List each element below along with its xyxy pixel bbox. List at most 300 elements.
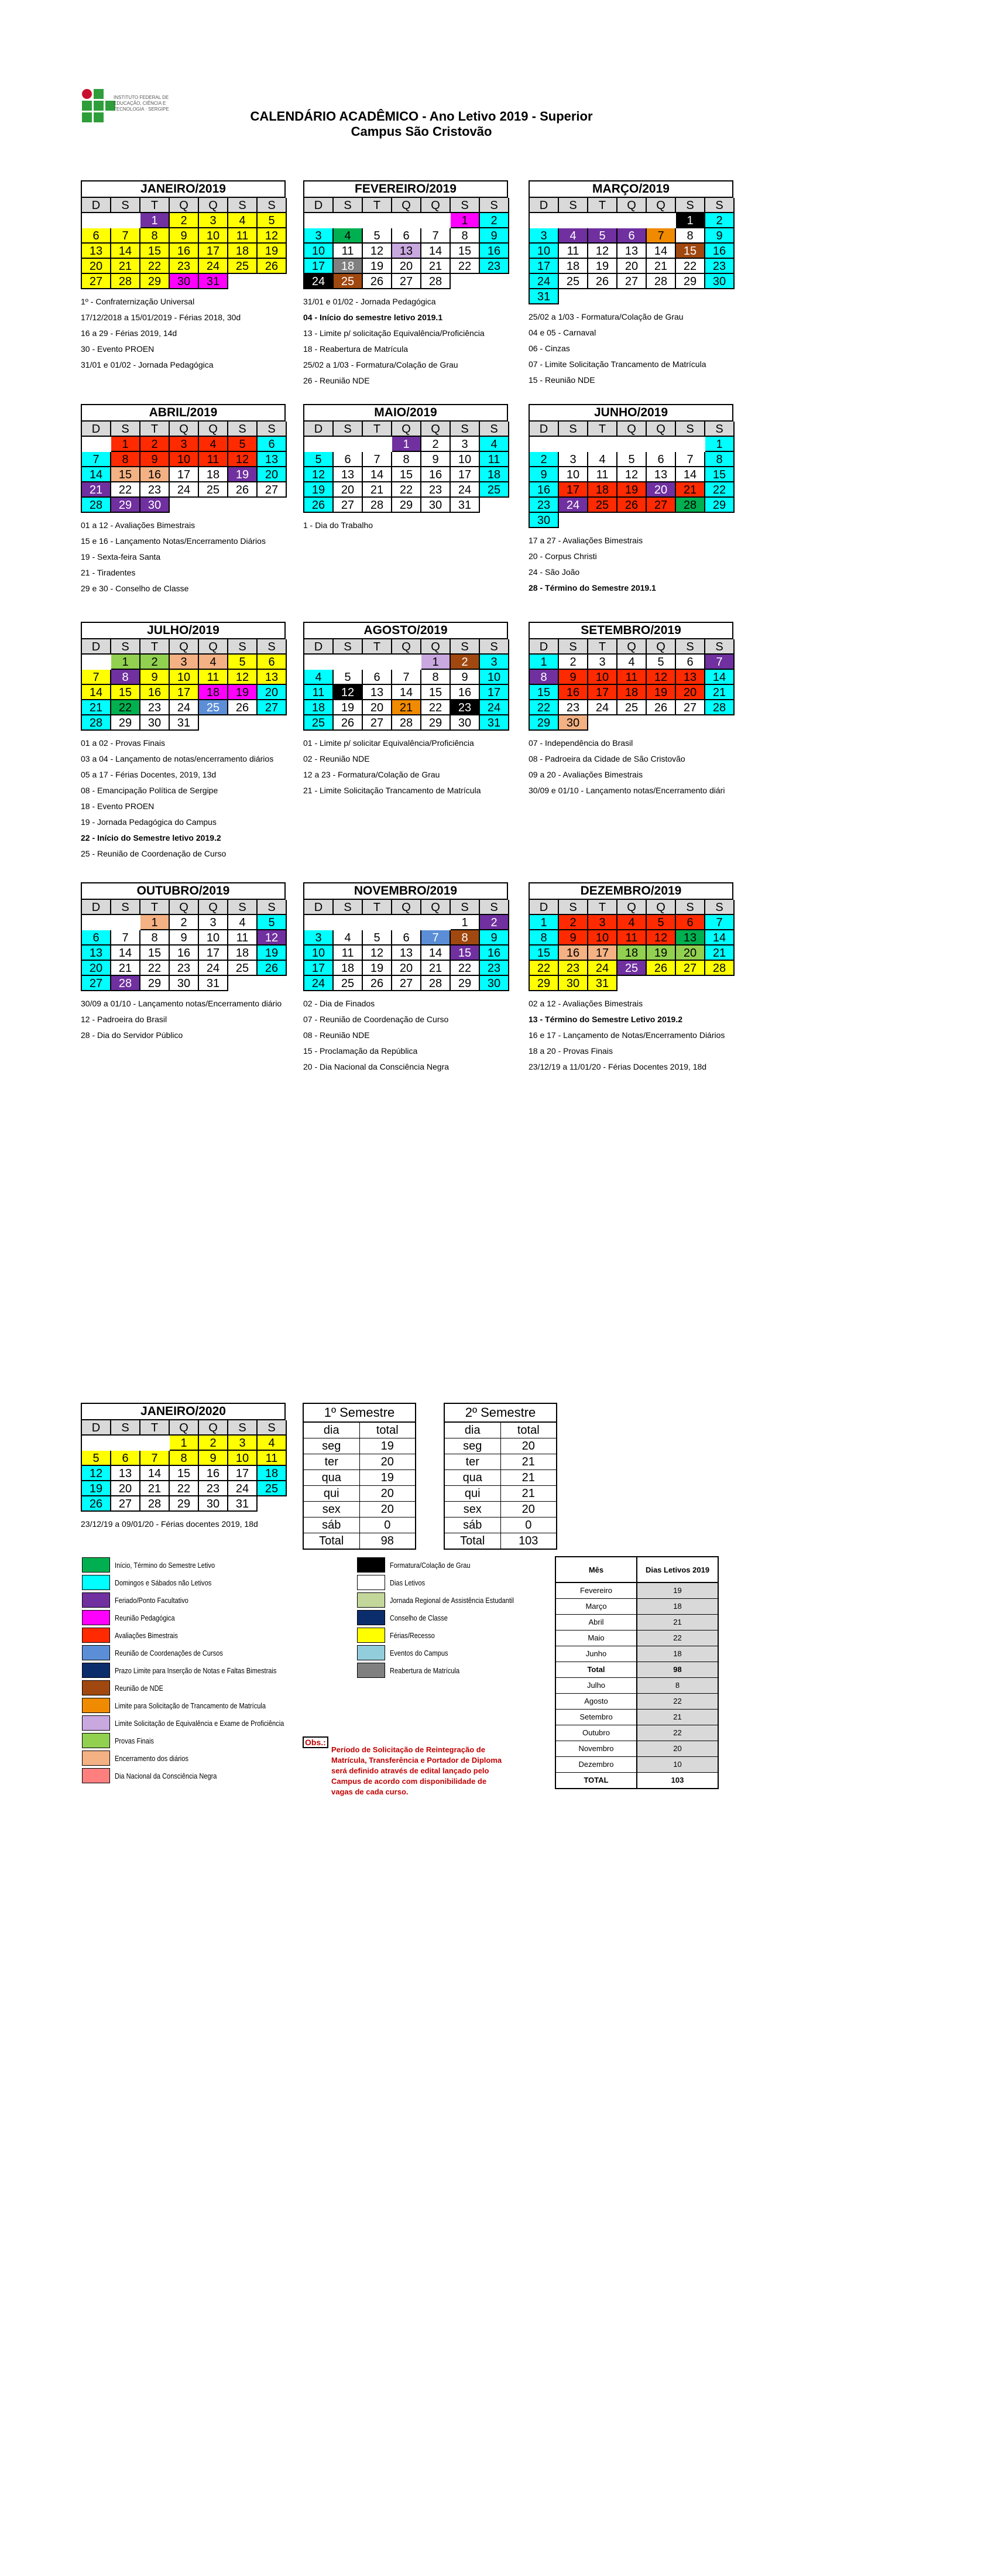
calendar-day: 26 — [228, 482, 258, 498]
calendar-day: 24 — [170, 482, 199, 498]
legend-label: Reunião Pedagógica — [115, 1614, 175, 1622]
calendar-day: 20 — [82, 259, 111, 274]
empty-day — [559, 437, 588, 452]
semester-1-cell: ter — [304, 1454, 360, 1469]
month-calendar — [529, 404, 733, 528]
calendar-day: 9 — [170, 228, 199, 244]
calendar-day: 12 — [228, 670, 258, 685]
calendar-day: 10 — [199, 930, 228, 946]
calendar-day: 18 — [480, 467, 509, 482]
semester-2-cell: 103 — [519, 1534, 538, 1547]
calendar-day: 31 — [199, 976, 228, 991]
month-calendar — [81, 882, 286, 991]
semester-2-row — [445, 1438, 556, 1454]
empty-day — [363, 437, 392, 452]
weekday-header: S — [451, 900, 480, 915]
calendar-day: 1 — [140, 213, 170, 228]
empty-day — [82, 915, 111, 930]
calendar-day: 10 — [304, 244, 334, 259]
calendar-day: 12 — [617, 467, 647, 482]
calendar-day: 26 — [617, 498, 647, 513]
institution-name: INSTITUTO FEDERAL DE EDUCAÇÃO, CIÊNCIA E TECNOLOGIA · SERGIPE — [114, 95, 169, 112]
weekday-header: D — [82, 900, 111, 915]
weekday-header: D — [82, 198, 111, 213]
calendar-day: 19 — [228, 467, 258, 482]
calendar-day: 22 — [530, 961, 559, 976]
calendar-day: 20 — [258, 685, 287, 700]
calendar-day: 16 — [480, 946, 509, 961]
calendar-day: 15 — [111, 685, 140, 700]
calendar-day: 5 — [304, 452, 334, 467]
calendar-day: 7 — [421, 228, 451, 244]
calendar-day: 30 — [170, 976, 199, 991]
calendar-day: 22 — [705, 482, 735, 498]
calendar-day: 30 — [199, 1496, 228, 1512]
empty-day — [334, 655, 363, 670]
empty-day — [304, 213, 334, 228]
calendar-day: 12 — [82, 1466, 111, 1481]
empty-day — [82, 213, 111, 228]
school-days-row — [556, 1757, 718, 1773]
calendar-day: 4 — [334, 228, 363, 244]
calendar-day: 9 — [480, 228, 509, 244]
title-line-2: Campus São Cristovão — [351, 124, 492, 139]
month-note: 09 a 20 - Avaliações Bimestrais — [529, 770, 643, 779]
legend-swatch — [82, 1628, 110, 1643]
calendar-day: 10 — [559, 467, 588, 482]
month-note: 28 - Término do Semestre 2019.1 — [529, 583, 656, 592]
weekday-header: Q — [647, 900, 676, 915]
month-note: 25/02 a 1/03 - Formatura/Colação de Grau — [303, 360, 458, 369]
calendar-day: 31 — [199, 274, 228, 289]
calendar-day: 17 — [588, 946, 617, 961]
empty-day — [421, 213, 451, 228]
calendar-day: 27 — [258, 700, 287, 715]
calendar-day: 10 — [304, 946, 334, 961]
weekday-header: S — [334, 422, 363, 437]
calendar-day: 8 — [530, 670, 559, 685]
month-note: 01 a 12 - Avaliações Bimestrais — [81, 520, 195, 530]
calendar-day: 10 — [530, 244, 559, 259]
month-note: 16 e 17 - Lançamento de Notas/Encerramento Diários — [529, 1030, 725, 1040]
month-title: AGOSTO/2019 — [303, 622, 508, 638]
calendar-day: 1 — [451, 213, 480, 228]
calendar-day: 20 — [392, 259, 421, 274]
calendar-day: 24 — [530, 274, 559, 289]
calendar-day: 23 — [480, 961, 509, 976]
legend-item — [82, 1663, 328, 1679]
calendar-day: 25 — [228, 259, 258, 274]
calendar-day: 16 — [530, 482, 559, 498]
semester-2-cell: seg — [445, 1438, 501, 1454]
calendar-day: 12 — [258, 930, 287, 946]
month-note: 07 - Reunião de Coordenação de Curso — [303, 1015, 449, 1024]
calendar-day: 6 — [111, 1451, 140, 1466]
calendar-day: 9 — [170, 930, 199, 946]
calendar-day: 26 — [334, 715, 363, 731]
calendar-day: 28 — [363, 498, 392, 513]
calendar-day: 24 — [588, 700, 617, 715]
month-note: 21 - Tiradentes — [81, 568, 136, 577]
calendar-day: 1 — [170, 1436, 199, 1451]
weekday-header: S — [480, 422, 509, 437]
semester-1-cell: qua — [304, 1470, 360, 1485]
calendar-day: 22 — [170, 1481, 199, 1496]
calendar-day: 15 — [530, 946, 559, 961]
calendar-day: 31 — [170, 715, 199, 731]
calendar-day: 7 — [647, 228, 676, 244]
calendar-day: 24 — [199, 259, 228, 274]
empty-day — [617, 213, 647, 228]
semester-2-cell: 20 — [521, 1440, 535, 1453]
calendar-day: 4 — [480, 437, 509, 452]
weekday-header: S — [111, 422, 140, 437]
weekday-header: S — [258, 422, 287, 437]
calendar-day: 13 — [111, 1466, 140, 1481]
legend-item — [82, 1680, 328, 1697]
calendar-day: 30 — [480, 976, 509, 991]
calendar-day: 9 — [199, 1451, 228, 1466]
calendar-day: 1 — [530, 915, 559, 930]
school-days-cell: Setembro — [556, 1710, 637, 1725]
calendar-day: 6 — [258, 437, 287, 452]
calendar-day: 6 — [676, 915, 705, 930]
month-note: 26 - Reunião NDE — [303, 376, 370, 385]
semester-1-cell: 20 — [380, 1455, 394, 1468]
school-days-cell: Abril — [556, 1615, 637, 1630]
calendar-day: 8 — [170, 1451, 199, 1466]
weekday-header: Q — [617, 900, 647, 915]
weekday-header: S — [334, 198, 363, 213]
semester-2-col-day: dia — [445, 1423, 501, 1438]
calendar-day: 6 — [392, 228, 421, 244]
calendar-day: 25 — [480, 482, 509, 498]
calendar-day: 14 — [111, 244, 140, 259]
month-title: OUTUBRO/2019 — [81, 882, 286, 899]
calendar-day: 1 — [140, 915, 170, 930]
month-note: 29 e 30 - Conselho de Classe — [81, 584, 189, 593]
calendar-day: 2 — [140, 437, 170, 452]
semester-2-cell: ter — [445, 1454, 501, 1469]
school-days-cell: 8 — [637, 1678, 718, 1693]
calendar-day: 25 — [199, 700, 228, 715]
calendar-day: 20 — [392, 961, 421, 976]
calendar-day: 18 — [617, 946, 647, 961]
month-note: 08 - Reunião NDE — [303, 1030, 370, 1040]
month-title: DEZEMBRO/2019 — [529, 882, 733, 899]
calendar-day: 17 — [170, 685, 199, 700]
empty-day — [588, 437, 617, 452]
legend-swatch — [357, 1557, 385, 1573]
calendar-day: 12 — [334, 685, 363, 700]
semester-1-cell: 20 — [380, 1487, 394, 1500]
calendar-day: 1 — [676, 213, 705, 228]
calendar-day: 26 — [304, 498, 334, 513]
calendar-day: 29 — [530, 976, 559, 991]
weekday-header: D — [304, 198, 334, 213]
legend-label: Limite Solicitação de Equivalência e Exame de Proficiência — [115, 1719, 284, 1728]
calendar-day: 23 — [451, 700, 480, 715]
calendar-day: 3 — [170, 437, 199, 452]
calendar-day: 7 — [82, 452, 111, 467]
calendar-day: 28 — [676, 498, 705, 513]
month-notes — [529, 309, 751, 388]
calendar-day: 10 — [480, 670, 509, 685]
calendar-day: 8 — [140, 930, 170, 946]
calendar-day: 19 — [647, 685, 676, 700]
calendar-day: 22 — [451, 259, 480, 274]
calendar-day: 8 — [676, 228, 705, 244]
school-days-cell: 20 — [637, 1741, 718, 1756]
calendar-day: 21 — [421, 961, 451, 976]
calendar-day: 28 — [82, 498, 111, 513]
calendar-day: 18 — [334, 259, 363, 274]
semester-1-title: 1º Semestre — [304, 1404, 415, 1423]
school-days-cell: 21 — [637, 1615, 718, 1630]
legend-label: Conselho de Classe — [390, 1614, 448, 1622]
calendar-day: 26 — [647, 961, 676, 976]
legend-swatch — [82, 1680, 110, 1695]
calendar-day: 25 — [228, 961, 258, 976]
calendar-day: 7 — [676, 452, 705, 467]
calendar-day: 8 — [111, 670, 140, 685]
calendar-day: 14 — [140, 1466, 170, 1481]
semester-1-row — [304, 1502, 415, 1517]
legend-label: Limite para Solicitação de Trancamento de Matrícula — [115, 1701, 266, 1710]
calendar-day: 27 — [363, 715, 392, 731]
weekday-header: T — [140, 639, 170, 655]
calendar-day: 19 — [617, 482, 647, 498]
calendar-day: 16 — [199, 1466, 228, 1481]
empty-day — [421, 915, 451, 930]
calendar-day: 26 — [258, 961, 287, 976]
weekday-header: Q — [392, 639, 421, 655]
legend-item — [82, 1628, 328, 1644]
calendar-day: 17 — [199, 244, 228, 259]
weekday-header: Q — [421, 900, 451, 915]
calendar-day: 21 — [111, 259, 140, 274]
calendar-day: 30 — [170, 274, 199, 289]
month-note: 08 - Padroeira da Cidade de São Cristovão — [529, 754, 685, 763]
calendar-day: 20 — [258, 467, 287, 482]
empty-day — [334, 437, 363, 452]
semester-1-cell: sáb — [304, 1517, 360, 1533]
calendar-day: 7 — [82, 670, 111, 685]
month-notes — [529, 735, 751, 799]
weekday-header: Q — [647, 639, 676, 655]
semester-2-table — [444, 1403, 557, 1550]
calendar-day: 28 — [421, 976, 451, 991]
school-days-cell: Março — [556, 1599, 637, 1614]
calendar-day: 3 — [451, 437, 480, 452]
empty-day — [140, 1436, 170, 1451]
calendar-day: 28 — [647, 274, 676, 289]
calendar-day: 21 — [705, 946, 735, 961]
calendar-day: 15 — [392, 467, 421, 482]
calendar-day: 21 — [82, 700, 111, 715]
calendar-day: 4 — [199, 437, 228, 452]
calendar-day: 21 — [705, 685, 735, 700]
calendar-day: 8 — [451, 930, 480, 946]
calendar-day: 20 — [82, 961, 111, 976]
weekday-header: D — [304, 900, 334, 915]
school-days-cell: Dezembro — [556, 1757, 637, 1772]
month-calendar — [303, 180, 508, 289]
semester-1-row — [304, 1533, 415, 1549]
calendar-day: 12 — [647, 670, 676, 685]
calendar-day: 24 — [199, 961, 228, 976]
calendar-day: 1 — [451, 915, 480, 930]
calendar-day: 18 — [199, 685, 228, 700]
calendar-day: 4 — [199, 655, 228, 670]
calendar-day: 11 — [304, 685, 334, 700]
month-title: SETEMBRO/2019 — [529, 622, 733, 638]
calendar-day: 7 — [705, 915, 735, 930]
legend-swatch — [82, 1663, 110, 1678]
calendar-day: 21 — [140, 1481, 170, 1496]
legend-label: Reunião de NDE — [115, 1684, 163, 1693]
weekday-header: S — [559, 639, 588, 655]
school-days-cell: Junho — [556, 1646, 637, 1662]
weekday-header: S — [258, 639, 287, 655]
calendar-day: 13 — [334, 467, 363, 482]
calendar-day: 20 — [111, 1481, 140, 1496]
month-note: 1 - Dia do Trabalho — [303, 520, 373, 530]
calendar-day: 2 — [559, 655, 588, 670]
semester-1-cell: qui — [304, 1486, 360, 1501]
calendar-day: 11 — [334, 946, 363, 961]
school-days-cell: 22 — [637, 1725, 718, 1741]
empty-day — [304, 655, 334, 670]
legend-label: Reunião de Coordenações de Cursos — [115, 1649, 223, 1657]
month-note: 15 - Reunião NDE — [529, 375, 595, 385]
calendar-day: 9 — [480, 930, 509, 946]
calendar-day: 6 — [334, 452, 363, 467]
weekday-header: Q — [421, 422, 451, 437]
calendar-day: 10 — [170, 452, 199, 467]
month-note: 16 a 29 - Férias 2019, 14d — [81, 328, 177, 338]
empty-day — [363, 655, 392, 670]
calendar-day: 15 — [421, 685, 451, 700]
calendar-day: 21 — [111, 961, 140, 976]
month-title: JULHO/2019 — [81, 622, 286, 638]
calendar-day: 14 — [392, 685, 421, 700]
calendar-day: 21 — [392, 700, 421, 715]
calendar-day: 6 — [82, 930, 111, 946]
legend-item — [82, 1698, 328, 1714]
weekday-header: S — [451, 639, 480, 655]
calendar-day: 26 — [363, 274, 392, 289]
calendar-day: 16 — [559, 946, 588, 961]
month-notes — [81, 996, 303, 1043]
semester-1-table — [303, 1403, 416, 1550]
calendar-day: 27 — [676, 700, 705, 715]
school-days-cell: 10 — [637, 1757, 718, 1772]
calendar-day: 28 — [705, 700, 735, 715]
calendar-day: 11 — [617, 930, 647, 946]
calendar-day: 28 — [392, 715, 421, 731]
calendar-day: 30 — [705, 274, 735, 289]
semester-2-cell: 21 — [521, 1487, 535, 1500]
calendar-day: 5 — [258, 915, 287, 930]
calendar-day: 11 — [258, 1451, 287, 1466]
calendar-day: 24 — [304, 976, 334, 991]
calendar-day: 8 — [451, 228, 480, 244]
weekday-header: Q — [421, 198, 451, 213]
calendar-day: 3 — [170, 655, 199, 670]
calendar-day: 19 — [588, 259, 617, 274]
month-note: 20 - Corpus Christi — [529, 551, 597, 561]
calendar-day: 25 — [199, 482, 228, 498]
logo-mark-icon — [82, 89, 117, 124]
month-notes — [529, 533, 751, 596]
weekday-header: S — [334, 639, 363, 655]
calendar-day: 17 — [480, 685, 509, 700]
institution-logo — [82, 89, 187, 131]
semester-2-row — [445, 1454, 556, 1470]
legend-swatch — [82, 1698, 110, 1713]
school-days-cell: 18 — [637, 1599, 718, 1614]
calendar-day: 20 — [676, 685, 705, 700]
calendar-day: 13 — [258, 670, 287, 685]
weekday-header: Q — [617, 198, 647, 213]
school-days-row — [556, 1630, 718, 1646]
school-days-row — [556, 1615, 718, 1630]
semester-1-cell: 19 — [380, 1471, 394, 1484]
calendar-day: 27 — [82, 274, 111, 289]
calendar-day: 15 — [170, 1466, 199, 1481]
calendar-day: 16 — [559, 685, 588, 700]
empty-day — [530, 437, 559, 452]
legend-label: Dia Nacional da Consciência Negra — [115, 1772, 217, 1780]
semester-1-header-row — [304, 1423, 415, 1438]
month-calendar — [529, 882, 733, 991]
calendar-day: 27 — [647, 498, 676, 513]
calendar-day: 25 — [617, 961, 647, 976]
weekday-header: Q — [392, 900, 421, 915]
calendar-day: 27 — [258, 482, 287, 498]
semester-2-cell: qui — [445, 1486, 501, 1501]
calendar-day: 29 — [170, 1496, 199, 1512]
calendar-day: 30 — [421, 498, 451, 513]
legend-swatch — [82, 1610, 110, 1625]
calendar-day: 25 — [559, 274, 588, 289]
calendar-day: 6 — [647, 452, 676, 467]
weekday-header: S — [676, 900, 705, 915]
calendar-day: 22 — [140, 259, 170, 274]
weekday-header: S — [111, 639, 140, 655]
weekday-header: D — [530, 198, 559, 213]
calendar-day: 3 — [588, 915, 617, 930]
calendar-day: 6 — [363, 670, 392, 685]
calendar-day: 10 — [199, 228, 228, 244]
calendar-day: 28 — [421, 274, 451, 289]
month-calendar — [303, 882, 508, 991]
legend-item — [82, 1610, 328, 1626]
month-note: 28 - Dia do Servidor Público — [81, 1030, 183, 1040]
calendar-day: 24 — [228, 1481, 258, 1496]
calendar-day: 27 — [676, 961, 705, 976]
calendar-day: 29 — [392, 498, 421, 513]
calendar-day: 15 — [140, 946, 170, 961]
calendar-day: 28 — [140, 1496, 170, 1512]
weekday-header: Q — [170, 639, 199, 655]
month-note: 18 - Reabertura de Matrícula — [303, 344, 408, 354]
school-days-cell: Fevereiro — [556, 1583, 637, 1598]
legend-swatch — [82, 1592, 110, 1608]
weekday-header: S — [334, 900, 363, 915]
weekday-header: S — [480, 900, 509, 915]
